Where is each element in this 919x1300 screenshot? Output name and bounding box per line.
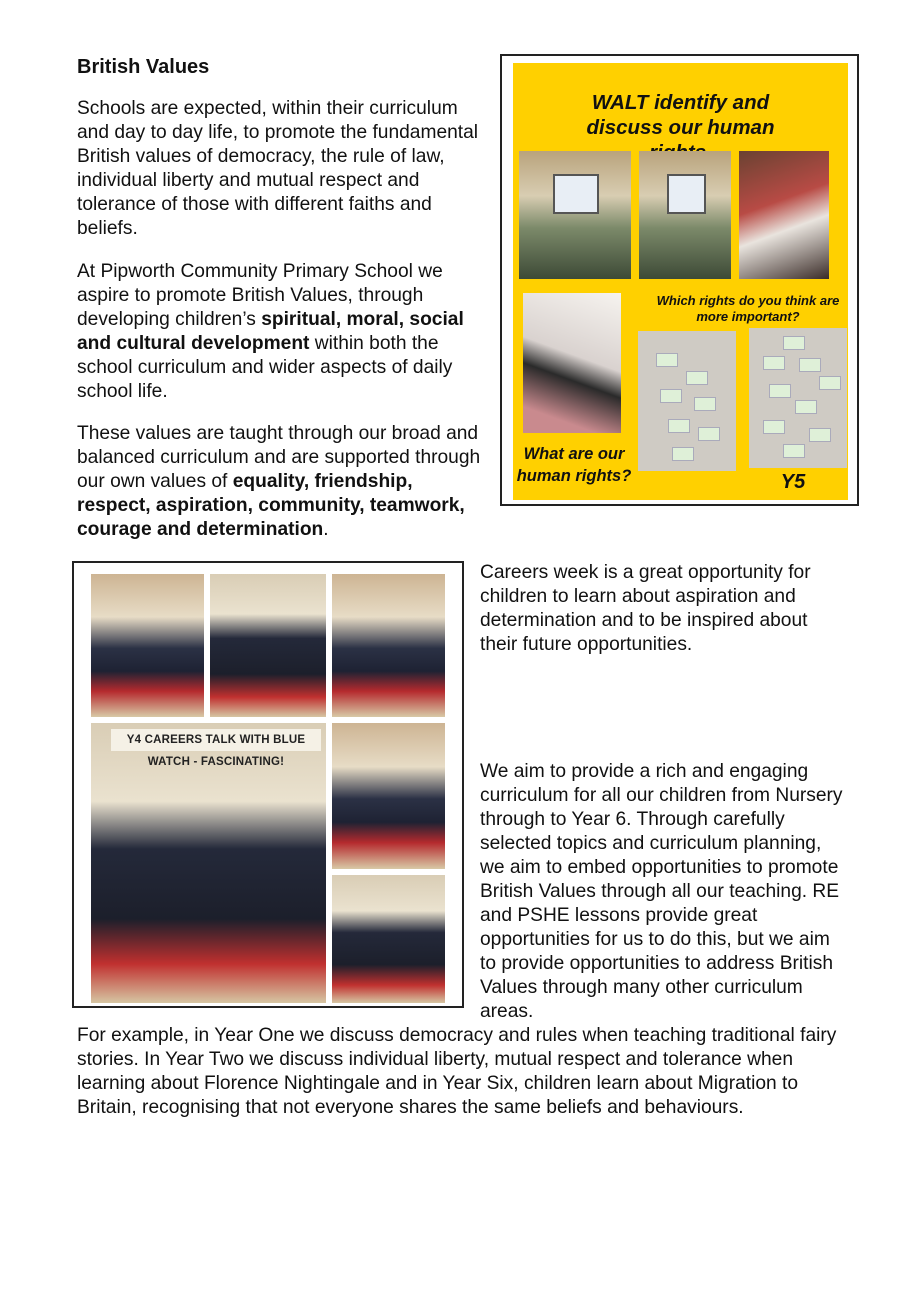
careers-text: Careers week is a great opportunity for children to learn about aspiration and determination and to be inspired about their future opportunities.	[480, 562, 811, 655]
classroom-photo-2	[639, 151, 731, 279]
poster-heading: WALT identify and discuss our human	[586, 91, 775, 139]
careers-photo-1	[91, 574, 204, 717]
intro-text-2-bold: spiritual, moral, social and cultural development	[77, 309, 464, 354]
human-rights-poster-frame	[500, 54, 859, 506]
curriculum-example-text: For example, in Year One we discuss democracy and rules when teaching traditional fairy stories. In Year Two we discuss individual liberty, mutual respect and tolerance when learning about Florence Nightingale and in Year Six, children learn about Migration to Britain, recognising that not everyone shares the same beliefs and behaviours.	[77, 1025, 837, 1118]
page-title: British Values	[77, 56, 210, 78]
curriculum-text: We aim to provide a rich and engaging curriculum for all our children from Nursery through to Year 6. Through carefully selected topics and curriculum planning, we aim to embed opportunities to promote British Values through all our teaching. RE and PSHE lessons provide great opportunities for us to do this, but we aim to provide opportunities to address British Values through many other curriculum areas.	[480, 761, 843, 1022]
careers-photo-4	[332, 723, 445, 869]
intro-paragraph-2	[77, 260, 482, 404]
curriculum-paragraph	[480, 760, 850, 1024]
curriculum-example-paragraph	[77, 1024, 857, 1120]
child-writing-photo	[523, 293, 621, 433]
sticky-notes-photo-2	[749, 328, 847, 468]
careers-photo-3	[332, 574, 445, 717]
careers-photo-5	[332, 875, 445, 1003]
intro-paragraph-3	[77, 422, 487, 542]
intro-text-2b: within both the school curriculum and wider aspects of daily school life.	[77, 333, 453, 402]
careers-banner: Y4 CAREERS TALK WITH BLUE WATCH - FASCINATING!	[111, 729, 321, 751]
sticky-notes-photo-1	[638, 331, 736, 471]
poster-class-label: Y5	[780, 471, 806, 493]
intro-text-2a: At Pipworth Community Primary School we aspire to promote British Values, through developing children’s	[77, 261, 443, 330]
intro-text-1: Schools are expected, within their curriculum and day to day life, to promote the fundamental British values of democracy, the rule of law, individual liberty and mutual respect and tolerance of those with different faiths and beliefs.	[77, 98, 479, 239]
intro-paragraph-1	[77, 97, 487, 241]
classroom-photo-3	[739, 151, 829, 279]
intro-text-3	[77, 422, 487, 542]
intro-text-3a: These values are taught through our broad and balanced curriculum and are supported through our own values of	[77, 423, 481, 492]
human-rights-poster	[513, 63, 848, 500]
careers-photo-2	[210, 574, 326, 717]
intro-text-2	[77, 260, 482, 404]
poster-question-important: Which rights do you think are more important?	[656, 293, 840, 324]
intro-text-3-bold: equality, friendship, respect, aspiration, community, teamwork, courage and determination	[77, 471, 465, 540]
careers-collage-frame	[72, 561, 464, 1008]
careers-paragraph	[480, 561, 850, 657]
intro-text-3b: .	[323, 519, 329, 540]
classroom-photo-1	[519, 151, 631, 279]
poster-question-rights: What are our human rights?	[516, 445, 632, 485]
careers-photo-main	[91, 723, 326, 1003]
